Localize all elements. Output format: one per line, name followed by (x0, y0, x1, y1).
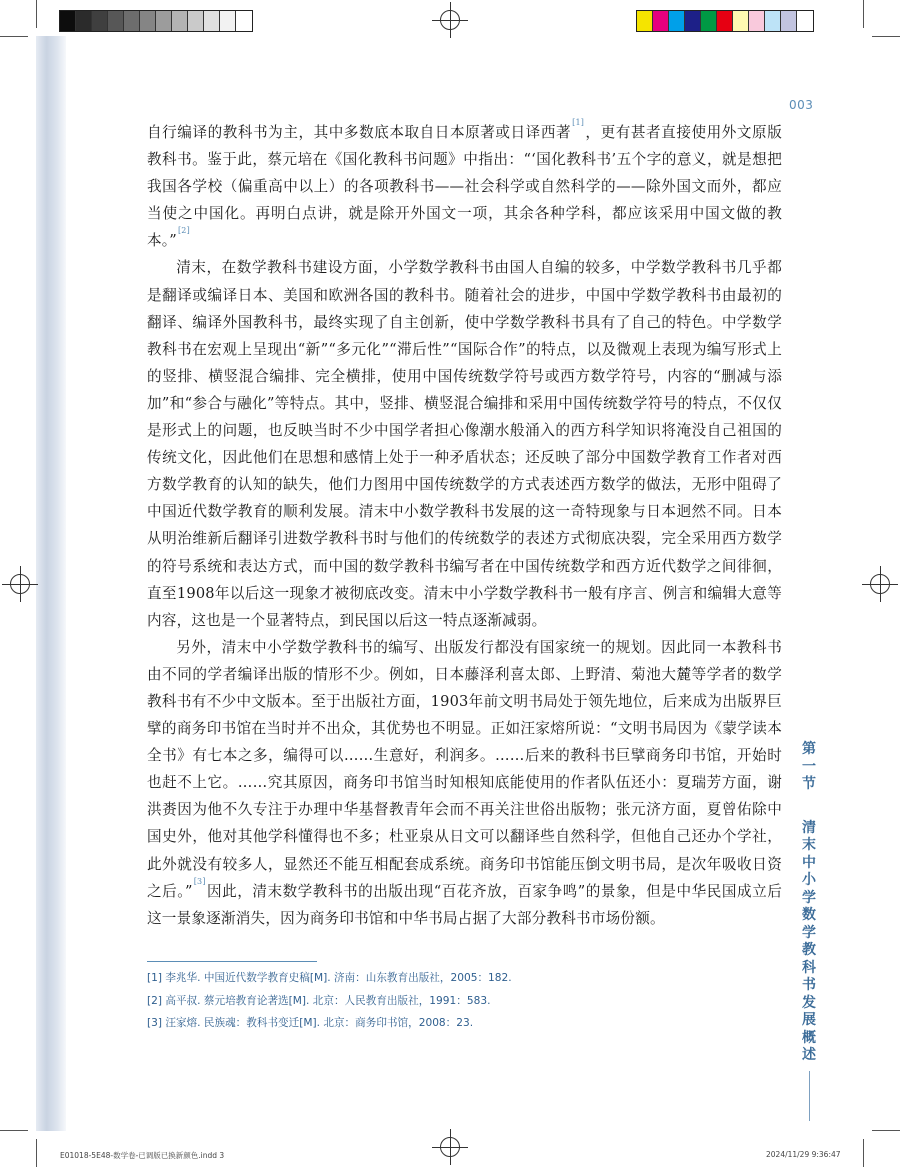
sidebar-char: 学 (802, 889, 816, 906)
calibration-swatch (669, 11, 685, 31)
registration-target-top (432, 2, 468, 38)
sidebar-char: 清 (802, 819, 816, 836)
sidebar-char: 数 (802, 907, 816, 923)
crop-mark (0, 36, 28, 37)
calibration-swatch (76, 11, 92, 31)
sidebar-char: 中 (802, 854, 816, 871)
calibration-swatch (60, 11, 76, 31)
crop-mark (863, 1139, 864, 1167)
crop-mark (872, 36, 900, 37)
calibration-swatch (653, 11, 669, 31)
crop-mark (36, 0, 37, 28)
sidebar-char: 书 (802, 977, 816, 993)
paragraph-text: 另外，清末中小学数学教科书的编写、出版发行都没有国家统一的规划。因此同一本教科书由不同的学者编译出版的情形不少。例如，日本藤泽利喜太郎、上野清、菊池大麓等学者的数学教科书有不少中文版本。至于出版社方面，1903年前文明书局处于领先地位，后来成为出版界巨擘的商务印书馆在当时并不出众，其优势也不明显。正如汪家熔所说：“文明书局因为《蒙学读本全书》有七本之多，编得可以……生意好，利润多。……后来的教科书巨擘商务印书馆，开始时也赶不上它。……究其原因，商务印书馆当时知根知底能使用的作者队伍还小：夏瑞芳方面，谢洪赉因为他不久专注于办理中华基督教青年会而不再关注世俗出版物；张元济方面，夏曾佑除中国史外，他对其他学科懂得也不多；杜亚泉从日文可以翻译些自然科学，但他自己还办个学社，此外就没有较多人，显然还不能互相配套成系统。商务印书馆能压倒文明书局，是次年吸收日资之后。” (147, 638, 782, 900)
calibration-swatch (92, 11, 108, 31)
calibration-swatch (156, 11, 172, 31)
calibration-swatch (108, 11, 124, 31)
print-slug-filename: E01018-5E48-数学卷-已调版已换新颜色.indd 3 (60, 1151, 225, 1160)
section-sidebar (799, 741, 819, 1121)
calibration-swatch (124, 11, 140, 31)
paragraph (147, 634, 782, 932)
footnote-ref[interactable]: [1] (572, 118, 585, 127)
sidebar-char: 教 (802, 942, 816, 958)
book-spine-shadow (36, 36, 66, 1131)
footnote-ref[interactable]: [3] (193, 876, 206, 886)
sidebar-char: 述 (802, 1047, 816, 1063)
calibration-swatch (188, 11, 204, 31)
calibration-swatch (637, 11, 653, 31)
calibration-swatch (204, 11, 220, 31)
footnote-item: [3] 汪家熔. 民族魂：教科书变迁[M]. 北京：商务印书馆，2008：23. (147, 1017, 474, 1029)
paragraph-text: 因此，清末数学教科书的出版出现“百花齐放，百家争鸣”的景象，但是中华民国成立后这一景象逐渐消失，因为商务印书馆和中华书局占据了大部分教科书市场份额。 (147, 882, 782, 927)
sidebar-section-label (799, 741, 819, 794)
sidebar-char: 小 (802, 872, 816, 888)
footnote-ref[interactable]: [2] (177, 226, 190, 236)
registration-target-left (2, 566, 38, 602)
calibration-swatch (685, 11, 701, 31)
calibration-swatch (765, 11, 781, 31)
calibration-swatch (701, 11, 717, 31)
footnotes (147, 967, 787, 1035)
crop-mark (863, 0, 864, 28)
sidebar-char: 学 (802, 924, 816, 941)
sidebar-char: 第 (802, 741, 816, 757)
paragraph (147, 119, 782, 254)
sidebar-char: 发 (802, 994, 816, 1011)
body-text (147, 119, 782, 932)
page-number: 003 (789, 98, 814, 112)
footnote-item: [1] 李兆华. 中国近代数学教育史稿[M]. 济南：山东教育出版社，2005：182. (147, 972, 512, 984)
calibration-swatch (733, 11, 749, 31)
gray-calibration-strip (59, 10, 253, 32)
calibration-swatch (236, 11, 252, 31)
sidebar-char: 展 (802, 1012, 816, 1028)
calibration-swatch (717, 11, 733, 31)
print-slug-timestamp: 2024/11/29 9:36:47 (766, 1150, 841, 1159)
calibration-swatch (781, 11, 797, 31)
calibration-swatch (172, 11, 188, 31)
sidebar-char: 一 (802, 758, 816, 775)
paragraph-text: 清末，在数学教科书建设方面，小学数学教科书由国人自编的较多，中学数学教科书几乎都是翻译或编译日本、美国和欧洲各国的教科书。随着社会的进步，中国中学数学教科书由最初的翻译、编译外国教科书，最终实现了自主创新，使中学数学教科书具有了自己的特色。中学数学教科书在宏观上呈现出“新”“多元化”“滞后性”“国际合作”的特点，以及微观上表现为编写形式上的竖排、横竖混合编排、完全横排，使用中国传统数学符号或西方数学符号，内容的“删减与添加”和“参合与融化”等特点。其中，竖排、横竖混合编排和采用中国传统数学符号的特点，不仅仅是形式上的问题，也反映当时不少中国学者担心像潮水般涌入的西方科学知识将淹没自己祖国的传统文化，因此他们在思想和感情上处于一种矛盾状态；还反映了部分中国数学教育工作者对西方数学教育的认知的缺失，他们力图用中国传统数学的方式表述西方数学的做法，无形中阻碍了中国近代数学教育的顺利发展。清末中小数学教科书发展的这一奇特现象与日本迥然不同。日本从明治维新后翻译引进数学教科书时与他们的传统数学的表述方式彻底决裂，完全采用西方数学的符号系统和表达方式，而中国的数学教科书编写者在中国传统数学和西方近代数学之间徘徊，直至1908年以后这一现象才被彻底改变。清末中小学数学教科书一般有序言、例言和编辑大意等内容，这也是一个显著特点，到民国以后这一特点逐渐减弱。 (147, 259, 782, 629)
footnote-item: [2] 高平叔. 蔡元培教育论著选[M]. 北京：人民教育出版社，1991：583. (147, 994, 491, 1007)
paragraph-text: ，更有甚者直接使用外文原版教科书。鉴于此，蔡元培在《国化教科书问题》中指出：“‘国化教科书’五个字的意义，就是想把我国各学校（偏重高中以上）的各项教科书——社会科学或自然科学的——除外国文而外，都应当使之中国化。再明白点讲，就是除开外国文一项，其余各种学科，都应该采用中国文做的教本。” (147, 124, 782, 250)
sidebar-section-title (799, 820, 819, 1065)
crop-mark (36, 1139, 37, 1167)
color-calibration-strip (636, 10, 814, 32)
sidebar-char: 节 (802, 776, 816, 792)
footnote-divider (147, 961, 317, 962)
paragraph (147, 254, 782, 633)
crop-mark (872, 1130, 900, 1131)
calibration-swatch (140, 11, 156, 31)
calibration-swatch (749, 11, 765, 31)
registration-target-bottom (432, 1129, 468, 1165)
registration-target-right (862, 566, 898, 602)
calibration-swatch (220, 11, 236, 31)
crop-mark (0, 1130, 28, 1131)
sidebar-char: 概 (802, 1029, 816, 1046)
calibration-swatch (797, 11, 813, 31)
sidebar-rule (809, 1071, 810, 1121)
paragraph-text: 自行编译的教科书为主，其中多数底本取自日本原著或日译西著 (147, 124, 572, 141)
sidebar-char: 科 (802, 959, 816, 976)
sidebar-char: 末 (802, 837, 816, 853)
